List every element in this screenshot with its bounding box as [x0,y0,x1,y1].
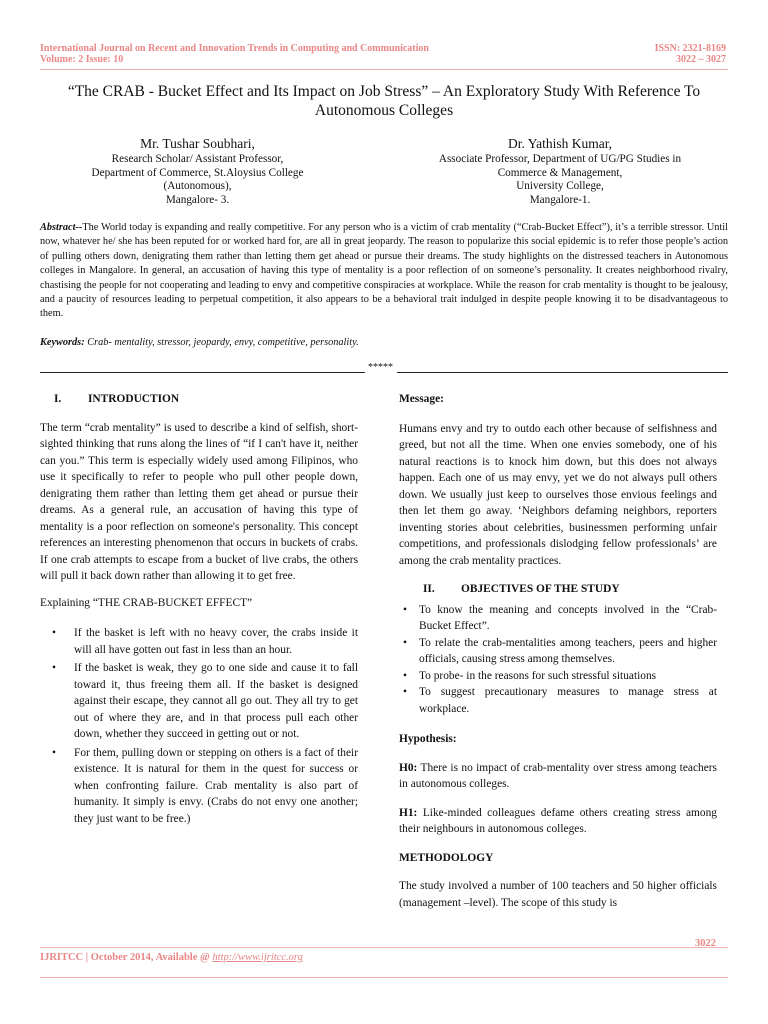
page-number: 3022 [695,938,716,949]
list-item [399,684,717,717]
header-rule [40,69,728,70]
separator-line-left [40,372,365,373]
issn: ISSN: 2321-8169 [654,43,726,54]
hypothesis-h1 [399,805,717,838]
abstract [40,221,728,322]
bullet-icon: • [52,662,56,674]
section-heading-objectives [399,581,717,598]
abstract-text: The World today is expanding and really competitive. For any person who is a victim of crab mentality (“Crab-Bucket Effect”), it’s a terrible stressor. Until now, whatever he/ she has been reputed for or worked hard for, are all in great jeopardy. The reason to popularize this social epidemic is to refer those people’s action of pulling others down, denigrating them rather than letting them get ahead or pursue their dreams. The study highlights on the distressed teachers in Autonomous colleges in Mangalore. In general, an accusation of having this type of mentality is a poor reflection of on someone’s personality. It creates neighborhood rivalry, chastising the people for not cooperating and leading to envy and competitive conspiracies at workplace. While the reason for crab mentality is thought to be jealousy, and a paucity of resources leading to perpetual competition, it also appears to be a behavioral trait indulged in despite people knowing it to be disadvantageous to them. [40,222,728,320]
h1-label: H1: [399,806,418,819]
bullet-text: If the basket is weak, they go to one side and cause it to fall toward it, thus freeing them all. If the basket is designed against their escape, they cannot all go out. They all try to get out of where they are, and in that process pull each other down, whether they succeed in getting out or not. [74,662,358,740]
section-heading-introduction [40,391,358,408]
journal-name: International Journal on Recent and Innovation Trends in Computing and Communication [40,43,429,54]
journal-volume: Volume: 2 Issue: 10 [40,54,124,65]
author-affiliation-line: Mangalore- 3. [165,193,230,206]
footer-text: IJRITCC | October 2014, Available @ [40,952,213,963]
objective-text: To relate the crab-mentalities among teachers, peers and higher officials, causing stress among themselves. [419,636,717,665]
keywords-text: Crab- mentality, stressor, jeopardy, envy, competitive, personality. [87,337,359,348]
list-item [40,660,358,743]
bullet-icon: • [403,603,407,616]
crab-bullets [40,625,358,827]
author-affiliation-line: Associate Professor, Department of UG/PG Studies in [438,153,682,165]
section-number: II. [423,583,435,595]
journal-header [40,43,429,65]
footer-link[interactable]: http://www.ijritcc.org [212,952,303,963]
keywords-label: Keywords: [40,337,85,348]
bullet-icon: • [52,627,56,639]
explaining-line: Explaining “THE CRAB-BUCKET EFFECT” [40,596,253,609]
keywords [40,336,728,350]
author-block-1 [60,136,335,207]
bullet-icon: • [403,686,407,698]
list-item [40,625,358,658]
list-item [40,745,358,828]
objectives-list [399,602,717,718]
author-block-2 [410,136,710,207]
bullet-text: For them, pulling down or stepping on others is a fact of their existence. It is natural for them in the quest for success or when confronting failure. Crab mentality is also part of humanity. It simply is envy. (Crabs do not envy one another; they just want to be free.) [74,746,358,825]
h1-text: Like-minded colleagues defame others creating stress among their neighbours in autonomous colleges. [399,806,717,835]
section-title: OBJECTIVES OF THE STUDY [461,583,620,595]
objective-text: To suggest precautionary measures to manage stress at workplace. [419,686,717,715]
message-paragraph: Humans envy and try to outdo each other because of selfishness and greed, but not all the time. When one envies somebody, one of his natural reactions is to knock him down, but this does not always happen. Each one of us may envy, yet we do not always pull others down. We usually just keep to ourselves those envious feelings and then let them go away. ‘Neighbors defaming neighbors, reporters inventing stories about celebrities, businessmen performing unfair competitions, and professionals dislodging fellow professionals’ are among the crab mentality practices. [399,422,717,567]
h0-label: H0: [399,761,418,774]
left-column [40,391,358,833]
footer-rule [40,947,728,948]
section-separator [40,362,728,376]
author-affiliation-line: Research Scholar/ Assistant Professor, [111,153,284,165]
right-column [399,391,717,918]
message-heading: Message: [399,393,444,405]
bullet-icon: • [403,669,407,682]
footer [40,952,303,963]
author-affiliation-line: (Autonomous), [163,180,232,193]
abstract-label: Abstract-- [40,222,83,233]
section-title: INTRODUCTION [88,393,180,405]
author-affiliation-line: University College, [516,180,604,193]
section-number: I. [54,393,62,405]
bullet-icon: • [403,636,407,649]
author-affiliation-line: Commerce & Management, [497,166,623,179]
footer-bottom-rule [40,977,728,978]
intro-paragraph: The term “crab mentality” is used to describe a kind of selfish, short-sighted thinking that runs along the lines of “if I can't have it, neither can you.” This term is especially widely used among Filipinos, who use it specifically to refer to people who pull other people down, denigrating them rather than letting them get ahead or pursue their dreams. As a general rule, an accusation of having this type of mentality is a poor reflection on someone's personality. This concept references an interesting phenomenon that occurs in buckets of crabs. If one crab attempts to escape from a bucket of live crabs, the others will pull it back down rather than allowing it to get free. [40,421,358,582]
page-range: 3022 – 3027 [676,54,726,65]
objective-text: To probe- in the reasons for such stressful situations [419,669,657,682]
hypothesis-heading: Hypothesis: [399,733,457,745]
methodology-heading: METHODOLOGY [399,851,494,864]
separator-stars: ***** [368,362,393,373]
bullet-text: If the basket is left with no heavy cover, the crabs inside it will all have gotten out fast in less than an hour. [74,627,358,656]
list-item [399,668,717,685]
issn-header [655,43,726,65]
bullet-icon: • [52,746,56,759]
paper-title: “The CRAB - Bucket Effect and Its Impact on Job Stress” – An Exploratory Study With Reference To Autonomous Colleges [67,83,701,119]
author-affiliation-line: Department of Commerce, St.Aloysius College [91,166,304,179]
hypothesis-h0 [399,760,717,793]
separator-line-right [397,372,728,373]
author-name: Mr. Tushar Soubhari, [140,136,255,151]
objective-text: To know the meaning and concepts involved in the “Crab-Bucket Effect”. [419,603,717,632]
list-item [399,635,717,668]
h0-text: There is no impact of crab-mentality over stress among teachers in autonomous colleges. [399,761,717,790]
author-affiliation-line: Mangalore-1. [529,193,591,206]
author-name: Dr. Yathish Kumar, [507,136,613,151]
methodology-paragraph: The study involved a number of 100 teachers and 50 higher officials (management –level). The scope of this study is [399,880,717,909]
list-item [399,602,717,635]
